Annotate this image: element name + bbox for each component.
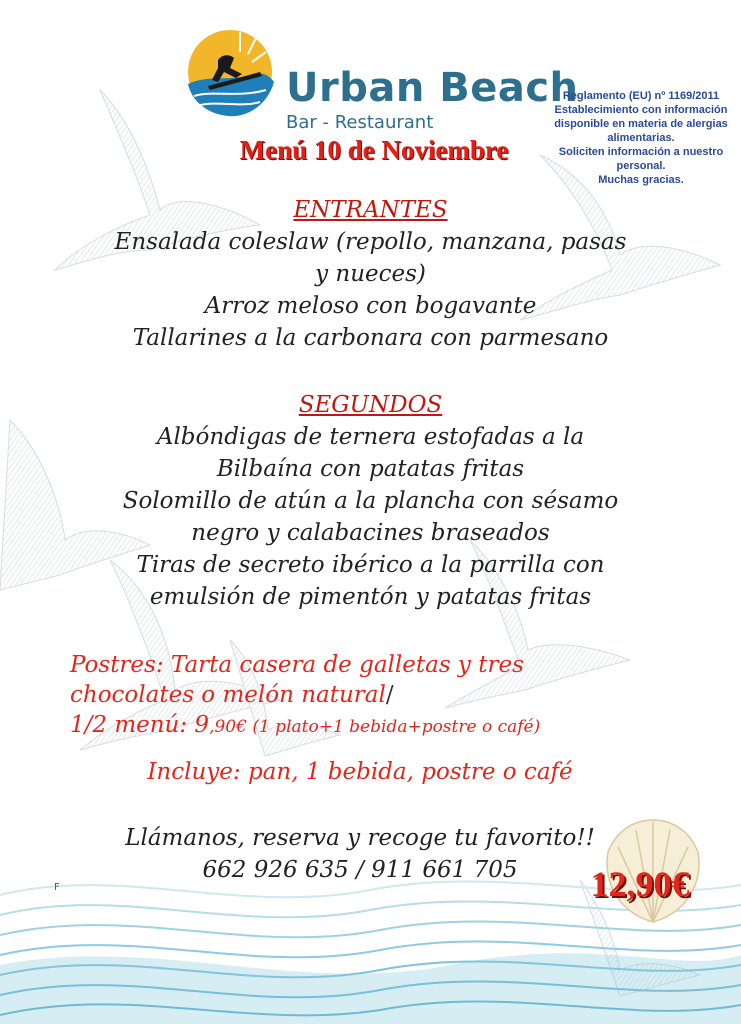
contact-line: Llámanos, reserva y recoge tu favorito!! [125, 825, 595, 851]
postres-line-text: chocolates o melón natural [70, 682, 386, 708]
segundos-heading: SEGUNDOS [298, 392, 443, 418]
allergen-notice-line: Muchas gracias. [598, 174, 684, 186]
separator-mark: / [385, 682, 394, 708]
allergen-notice-line: personal. [616, 160, 666, 172]
dish-item: negro y calabacines braseados [191, 520, 550, 546]
postres-line-2 [70, 680, 730, 710]
dish-item: Ensalada coleslaw (repollo, manzana, pasas [114, 229, 627, 255]
dish-item: Arroz meloso con bogavante [204, 293, 537, 319]
dish-item: Solomillo de atún a la plancha con sésamo [122, 488, 619, 514]
corner-mark: F [54, 882, 60, 893]
dish-item: Bilbaína con patatas fritas [216, 456, 525, 482]
brand-subtitle: Bar - Restaurant [286, 112, 434, 133]
phone-numbers: 662 926 635 / 911 661 705 [202, 857, 518, 883]
half-menu-line [70, 710, 730, 742]
surfer-sun-icon [178, 24, 278, 124]
dish-item: Tallarines a la carbonara con parmesano [132, 325, 609, 351]
allergen-notice-line: alimentarias. [607, 132, 675, 144]
dish-item: Tiras de secreto ibérico a la parrilla con [136, 552, 605, 578]
dish-item: y nueces) [315, 261, 426, 287]
segundos-section [0, 389, 741, 613]
allergen-notice-line: Reglamento (EU) nº 1169/2011 [562, 90, 720, 102]
menu-price: 12,90€ [590, 864, 690, 904]
dish-item: Albóndigas de ternera estofadas a la [156, 424, 585, 450]
allergen-notice [546, 89, 736, 187]
postres-line: Postres: Tarta casera de galletas y tres [70, 652, 524, 678]
allergen-notice-line: Soliciten información a nuestro [558, 146, 724, 158]
half-menu-price: ,90€ (1 plato+1 bebida+postre o café) [209, 717, 541, 737]
entrantes-section [0, 194, 741, 354]
menu-date-title: Menú 10 de Noviembre [239, 135, 509, 165]
dish-item: emulsión de pimentón y patatas fritas [149, 584, 592, 610]
entrantes-heading: ENTRANTES [293, 197, 448, 223]
postres-section [70, 650, 730, 742]
half-menu-label: 1/2 menú: 9 [70, 712, 210, 738]
includes-line: Incluye: pan, 1 bebida, postre o café [147, 759, 573, 785]
allergen-notice-line: Establecimiento con información [554, 104, 728, 116]
brand-title: Urban Beach [286, 65, 579, 111]
allergen-notice-line: disponible en materia de alergias [554, 118, 728, 130]
brand-logo [178, 24, 579, 133]
